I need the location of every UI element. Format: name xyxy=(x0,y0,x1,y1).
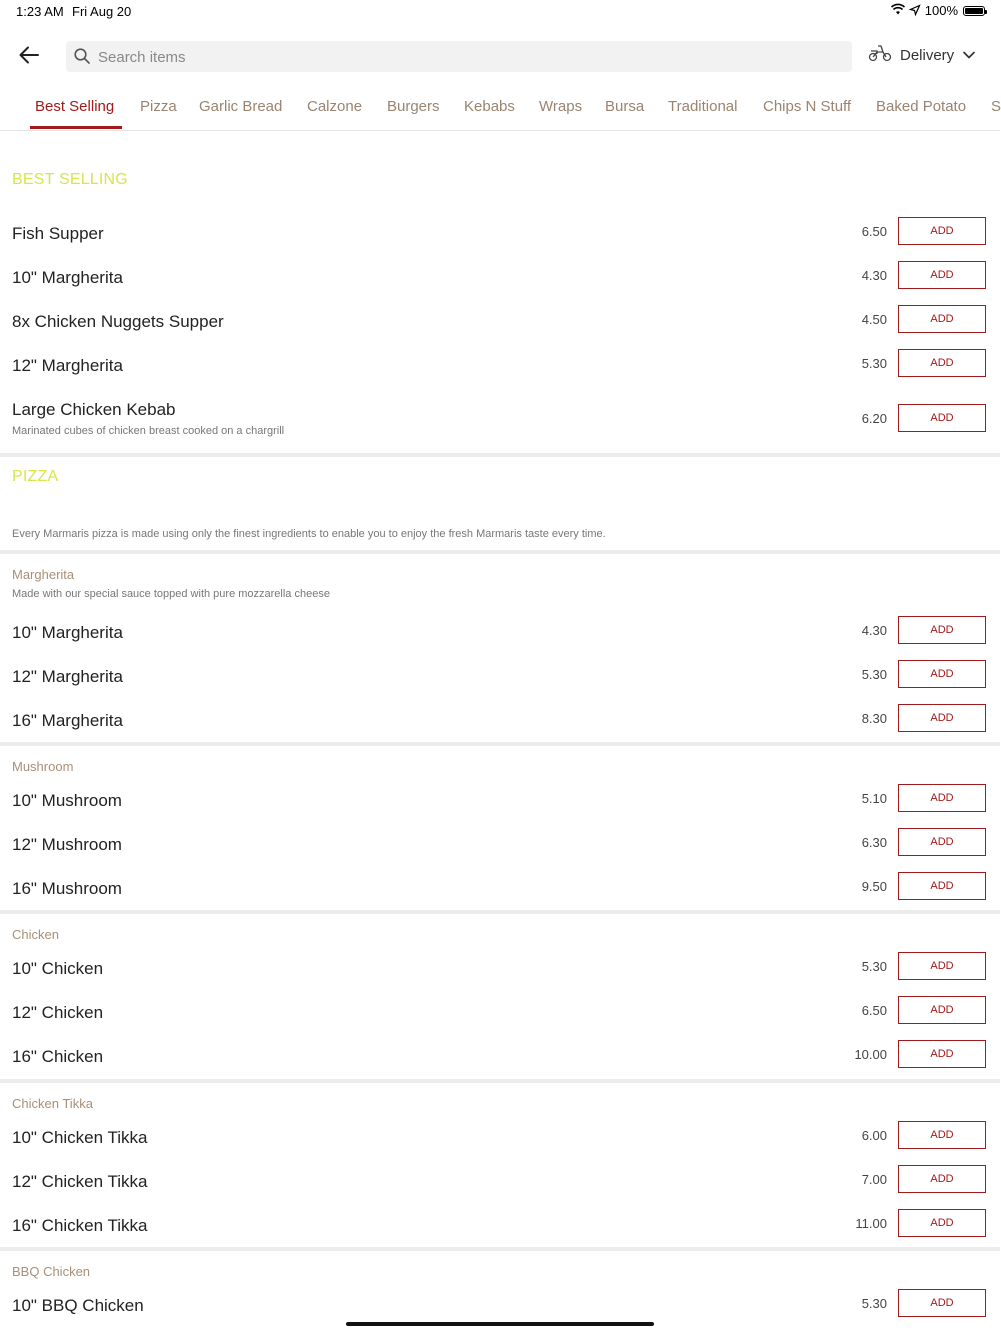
back-arrow-icon xyxy=(19,46,39,69)
item-name: 16" Margherita xyxy=(12,711,123,730)
add-button[interactable]: ADD xyxy=(898,828,986,856)
item-name: 12" Chicken xyxy=(12,1003,104,1022)
location-arrow-icon xyxy=(910,3,920,18)
tab-pizza[interactable]: Pizza xyxy=(140,98,177,115)
category-tabs xyxy=(0,90,1000,131)
item-price: 4.30 xyxy=(861,268,887,283)
item-name: 10" Margherita xyxy=(12,623,123,642)
add-button[interactable]: ADD xyxy=(898,952,986,980)
section-title-best-selling: BEST SELLING xyxy=(12,171,128,188)
active-tab-indicator xyxy=(30,126,122,129)
home-indicator xyxy=(346,1322,654,1326)
item-name: 10" Chicken xyxy=(12,959,104,978)
group-description: Made with our special sauce topped with pure mozzarella cheese xyxy=(12,588,330,600)
item-price: 8.30 xyxy=(861,711,887,726)
back-button[interactable] xyxy=(14,42,44,72)
status-indicators xyxy=(891,3,985,18)
group-title: Chicken Tikka xyxy=(12,1096,93,1111)
item-price: 7.00 xyxy=(861,1172,887,1187)
tab-partial[interactable]: S xyxy=(991,98,1001,115)
add-button[interactable]: ADD xyxy=(898,1209,986,1237)
tab-best-selling[interactable]: Best Selling xyxy=(35,98,115,115)
tab-kebabs[interactable]: Kebabs xyxy=(464,98,515,115)
item-name: 12" Chicken Tikka xyxy=(12,1172,148,1191)
item-price: 5.30 xyxy=(861,1296,887,1311)
delivery-label: Delivery xyxy=(900,46,955,64)
add-button[interactable]: ADD xyxy=(898,404,986,432)
tab-bursa[interactable]: Bursa xyxy=(605,98,645,115)
section-divider xyxy=(0,453,1000,457)
item-price: 5.30 xyxy=(861,959,887,974)
status-bar xyxy=(0,0,1000,24)
item-price: 9.50 xyxy=(861,879,887,894)
battery-icon xyxy=(963,6,985,16)
section-divider xyxy=(0,742,1000,746)
item-name: 10" BBQ Chicken xyxy=(12,1296,144,1315)
add-button[interactable]: ADD xyxy=(898,784,986,812)
add-button[interactable]: ADD xyxy=(898,305,986,333)
item-price: 5.30 xyxy=(861,356,887,371)
add-button[interactable]: ADD xyxy=(898,1040,986,1068)
add-button[interactable]: ADD xyxy=(898,261,986,289)
battery-percent: 100% xyxy=(924,3,958,18)
item-price: 5.30 xyxy=(861,667,887,682)
item-price: 4.50 xyxy=(861,312,887,327)
item-name: 16" Chicken Tikka xyxy=(12,1216,148,1235)
item-name: 10" Chicken Tikka xyxy=(12,1128,148,1147)
section-divider xyxy=(0,1247,1000,1251)
tab-traditional[interactable]: Traditional xyxy=(668,98,738,115)
item-price: 6.30 xyxy=(861,835,887,850)
item-name: 10" Margherita xyxy=(12,268,123,287)
section-title-pizza: PIZZA xyxy=(12,468,59,485)
item-name: 10" Mushroom xyxy=(12,791,122,810)
top-bar xyxy=(0,38,1000,74)
status-date: Fri Aug 20 xyxy=(72,4,132,19)
item-name: 8x Chicken Nuggets Supper xyxy=(12,312,224,331)
group-title: BBQ Chicken xyxy=(12,1264,91,1279)
search-input[interactable] xyxy=(96,41,840,74)
add-button[interactable]: ADD xyxy=(898,1165,986,1193)
item-description: Marinated cubes of chicken breast cooked on a chargrill xyxy=(12,425,285,437)
item-name: 12" Margherita xyxy=(12,667,123,686)
add-button[interactable]: ADD xyxy=(898,1289,986,1317)
group-title: Chicken xyxy=(12,927,59,942)
tab-burgers[interactable]: Burgers xyxy=(387,98,440,115)
item-price: 5.10 xyxy=(861,791,887,806)
item-price: 6.00 xyxy=(861,1128,887,1143)
item-price: 6.20 xyxy=(861,411,887,426)
search-icon xyxy=(74,48,90,69)
delivery-selector[interactable] xyxy=(868,44,976,66)
add-button[interactable]: ADD xyxy=(898,660,986,688)
group-title: Mushroom xyxy=(12,759,74,774)
chevron-down-icon xyxy=(962,47,976,64)
section-description: Every Marmaris pizza is made using only the finest ingredients to enable you to enjoy the fresh Marmaris taste every time. xyxy=(12,528,606,540)
scooter-icon xyxy=(868,44,892,66)
item-name: 12" Margherita xyxy=(12,356,123,375)
search-box xyxy=(66,41,852,72)
wifi-icon xyxy=(891,3,905,18)
section-divider xyxy=(0,550,1000,554)
add-button[interactable]: ADD xyxy=(898,704,986,732)
tab-wraps[interactable]: Wraps xyxy=(539,98,583,115)
item-name: Fish Supper xyxy=(12,224,104,243)
status-time: 1:23 AM xyxy=(16,4,64,19)
tab-chips-n-stuff[interactable]: Chips N Stuff xyxy=(763,98,852,115)
group-title: Margherita xyxy=(12,567,75,582)
item-price: 10.00 xyxy=(854,1047,887,1062)
item-price: 4.30 xyxy=(861,623,887,638)
add-button[interactable]: ADD xyxy=(898,217,986,245)
item-price: 6.50 xyxy=(861,224,887,239)
add-button[interactable]: ADD xyxy=(898,996,986,1024)
tab-garlic-bread[interactable]: Garlic Bread xyxy=(199,98,283,115)
item-price: 6.50 xyxy=(861,1003,887,1018)
item-name: 16" Mushroom xyxy=(12,879,122,898)
add-button[interactable]: ADD xyxy=(898,349,986,377)
item-name: 16" Chicken xyxy=(12,1047,104,1066)
item-price: 11.00 xyxy=(855,1216,887,1231)
tab-baked-potato[interactable]: Baked Potato xyxy=(876,98,967,115)
item-name: 12" Mushroom xyxy=(12,835,122,854)
section-divider xyxy=(0,1079,1000,1083)
add-button[interactable]: ADD xyxy=(898,872,986,900)
tab-calzone[interactable]: Calzone xyxy=(307,98,363,115)
section-divider xyxy=(0,910,1000,914)
add-button[interactable]: ADD xyxy=(898,1121,986,1149)
item-name: Large Chicken Kebab xyxy=(12,400,176,419)
add-button[interactable]: ADD xyxy=(898,616,986,644)
